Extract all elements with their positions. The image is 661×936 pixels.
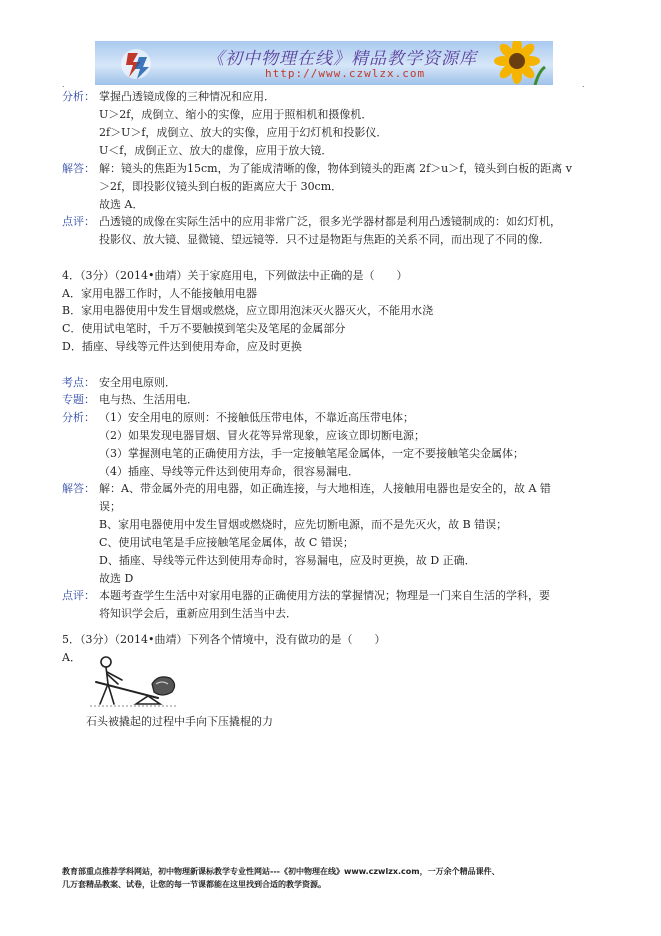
analysis-text: （3）掌握测电笔的正确使用方法，手一定接触笔尾金属体，一定不要接触笔尖金属体； [99, 447, 524, 460]
option-c: C．使用试电笔时，千万不要触摸到笔尖及笔尾的金属部分 [62, 322, 346, 335]
analysis-text: U＜f，成倒正立、放大的虚像，应用于放大镜． [99, 144, 333, 157]
analysis-text: （2）如果发现电器冒烟、冒火花等异常现象，应该立即切断电源； [99, 429, 425, 442]
corner-mark: . [582, 80, 585, 89]
answer-text: 解：镜头的焦距为15cm，为了能成清晰的像，物体到镜头的距离 2f＞u＞f，镜头到白板的距离 v [99, 162, 573, 175]
answer-label: 解答： [62, 482, 95, 495]
analysis-label: 分析： [62, 411, 95, 424]
question-stem: 5．（3分）（2014•曲靖）下列各个情境中，没有做功的是（ ） [62, 633, 386, 646]
point-text: 安全用电原则． [99, 376, 176, 389]
sunflower-icon [487, 41, 547, 85]
corner-mark: . [62, 80, 65, 89]
comment-text: 凸透镜的成像在实际生活中的应用非常广泛，很多光学器材都是利用凸透镜制成的：如幻灯机， [99, 215, 561, 228]
analysis-text: 2f＞U＞f，成倒立、放大的实像，应用于幻灯机和投影仪． [99, 126, 388, 139]
option-a-label: A． [62, 651, 81, 664]
option-b: B．家用电器使用中发生冒烟或燃烧，应立即用泡沫灭火器灭火，不能用水浇 [62, 304, 434, 317]
comment-label: 点评： [62, 215, 95, 228]
analysis-text: U＞2f，成倒立、缩小的实像，应用于照相机和摄像机． [99, 108, 373, 121]
point-label: 考点： [62, 376, 95, 389]
header-banner [95, 41, 553, 85]
footer-line: 教育部重点推荐学科网站，初中物理新课标教学专业性网站---《初中物理在线》www.czwlzx.com，一万余个精品课件、 [62, 867, 500, 876]
question-stem: 4．（3分）（2014•曲靖）关于家庭用电，下列做法中正确的是（ ） [62, 269, 408, 282]
answer-text: B、家用电器使用中发生冒烟或燃烧时，应先切断电源，而不是先灭火，故 B 错误； [99, 518, 508, 531]
illustration-caption: 石头被撬起的过程中手向下压撬棍的力 [86, 715, 273, 728]
option-d: D．插座、导线等元件达到使用寿命，应及时更换 [62, 340, 302, 353]
footer-line: 几万套精品教案、试卷，让您的每一节课都能在这里找到合适的教学资源。 [62, 880, 326, 889]
comment-text: 投影仪、放大镜、显微镜、望远镜等．只不过是物距与焦距的关系不同，而出现了不同的像． [99, 233, 550, 246]
answer-text: D、插座、导线等元件达到使用寿命时，容易漏电，应及时更换，故 D 正确． [99, 554, 476, 567]
comment-text: 将知识学会后，重新应用到生活当中去． [99, 607, 297, 620]
topic-text: 电与热、生活用电． [99, 393, 198, 406]
analysis-text: 掌握凸透镜成像的三种情况和应用． [99, 90, 275, 103]
banner-url: http://www.czwlzx.com [265, 67, 426, 80]
lightning-logo-icon [119, 47, 153, 81]
analysis-label: 分析： [62, 90, 95, 103]
comment-label: 点评： [62, 589, 95, 602]
answer-text: ＞2f，即投影仪镜头到白板的距离应大于 30cm． [99, 180, 343, 193]
answer-text: 解：A、带金属外壳的用电器，如正确连接，与大地相连，人接触用电器也是安全的，故 A 错 [99, 482, 551, 495]
answer-text: 误； [99, 500, 121, 513]
analysis-text: （4）插座、导线等元件达到使用寿命，很容易漏电． [99, 465, 359, 478]
answer-text: 故选 D [99, 572, 134, 585]
comment-text: 本题考查学生生活中对家用电器的正确使用方法的掌握情况；物理是一门来自生活的学科，要 [99, 589, 550, 602]
person-prying-rock-icon [88, 654, 180, 710]
topic-label: 专题： [62, 393, 95, 406]
answer-text: C、使用试电笔是手应接触笔尾金属体，故 C 错误； [99, 536, 354, 549]
banner-title: 《初中物理在线》精品教学资源库 [207, 49, 477, 69]
answer-label: 解答： [62, 162, 95, 175]
analysis-text: （1）安全用电的原则：不接触低压带电体，不靠近高压带电体； [99, 411, 414, 424]
answer-text: 故选 A． [99, 198, 144, 211]
option-a: A．家用电器工作时，人不能接触用电器 [62, 287, 257, 300]
